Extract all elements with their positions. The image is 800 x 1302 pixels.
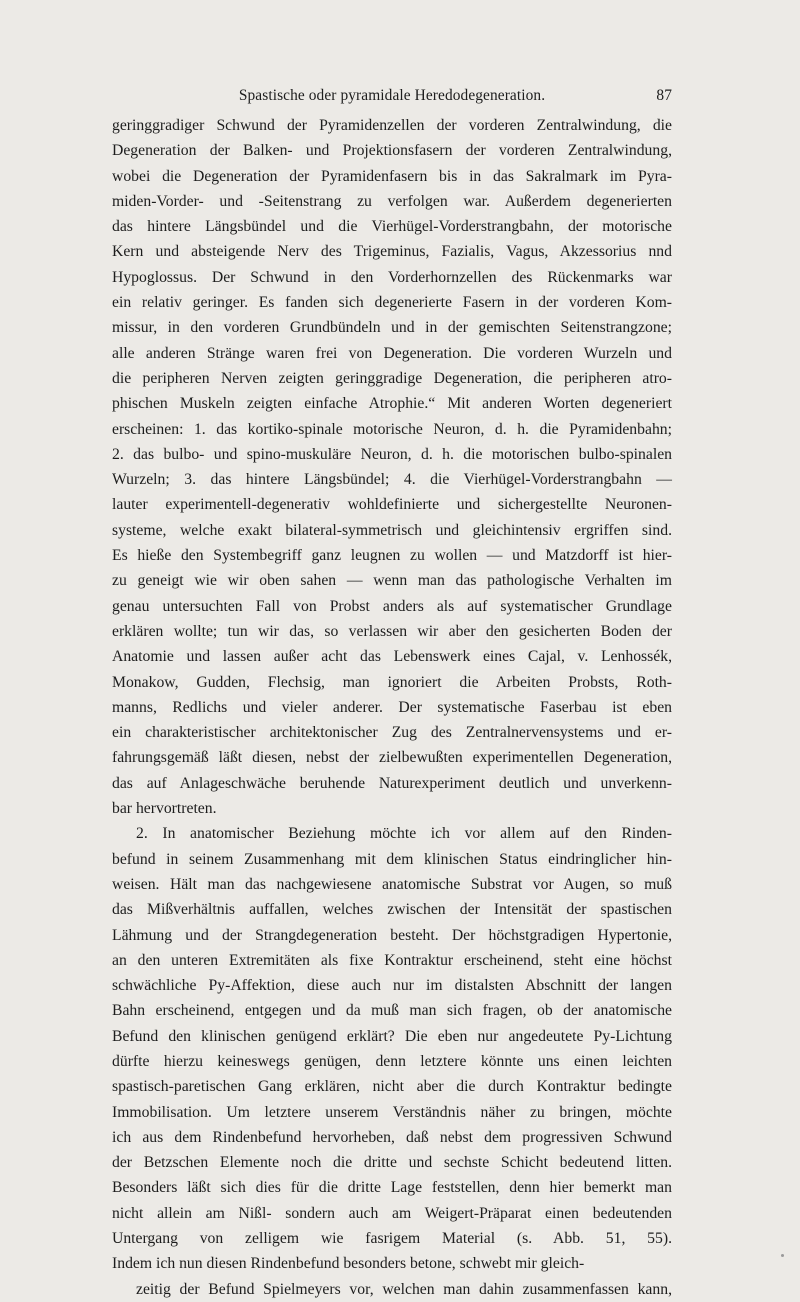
text-line: ich aus dem Rindenbefund hervorheben, daß nebst dem progressiven Schwund [112, 1128, 672, 1146]
text-line: missur, in den vorderen Grundbündeln und in der gemischten Seitenstrangzone; [112, 319, 672, 337]
text-line: Immobilisation. Um letztere unserem Verständnis näher zu bringen, möchte [112, 1103, 672, 1121]
text-line: manns, Redlichs und vieler anderer. Der systematische Faserbau ist eben [112, 698, 672, 716]
text-line: schwächliche Py-Affektion, diese auch nur im distalsten Abschnitt der langen [112, 977, 672, 995]
text-line: fahrungsgemäß läßt diesen, nebst der zielbewußten experimentellen Degeneration, [112, 749, 672, 767]
text-line: Untergang von zelligem wie fasrigem Material (s. Abb. 51, 55). [112, 1230, 672, 1248]
text-line: bar hervortreten. [112, 800, 217, 818]
text-line: genau untersuchten Fall von Probst anders als auf systematischer Grundlage [112, 597, 672, 615]
text-line: nicht allein am Nißl- sondern auch am Weigert-Präparat einen bedeutenden [112, 1204, 672, 1222]
text-line: Befund den klinischen genügend erklärt? Die eben nur angedeutete Py-Lichtung [112, 1027, 672, 1045]
text-line: ein charakteristischer architektonischer Zug des Zentralnervensystems und er- [112, 724, 672, 742]
text-line: das auf Anlageschwäche beruhende Naturexperiment deutlich und unverkenn- [112, 774, 672, 792]
text-line: Kern und absteigende Nerv des Trigeminus, Fazialis, Vagus, Akzessorius nnd [112, 243, 672, 261]
text-line: weisen. Hält man das nachgewiesene anatomische Substrat vor Augen, so muß [112, 875, 672, 893]
text-line: Degeneration der Balken- und Projektionsfasern der vorderen Zentralwindung, [112, 142, 672, 160]
text-line: lauter experimentell-degenerativ wohldefinierte und sichergestellte Neuronen- [112, 496, 672, 514]
text-line: erscheinen: 1. das kortiko-spinale motorische Neuron, d. h. die Pyramidenbahn; [112, 420, 672, 438]
body-text [112, 113, 672, 1302]
scan-speck [781, 1254, 784, 1257]
text-line: phischen Muskeln zeigten einfache Atrophie.“ Mit anderen Worten degeneriert [112, 395, 672, 413]
text-line: Indem ich nun diesen Rindenbefund besonders betone, schwebt mir gleich- [112, 1255, 585, 1273]
text-line: miden-Vorder- und -Seitenstrang zu verfolgen war. Außerdem degenerierten [112, 192, 672, 210]
text-line: Es hieße den Systembegriff ganz leugnen zu wollen — und Matzdorff ist hier- [112, 547, 672, 565]
text-line: das Mißverhältnis auffallen, welches zwischen der Intensität der spastischen [112, 901, 672, 919]
text-line: Monakow, Gudden, Flechsig, man ignoriert die Arbeiten Probsts, Roth- [112, 673, 672, 691]
text-line: Hypoglossus. Der Schwund in den Vorderhornzellen des Rückenmarks war [112, 268, 672, 286]
text-line: wobei die Degeneration der Pyramidenfasern bis in das Sakralmark im Pyra- [112, 167, 672, 185]
text-line: Besonders läßt sich dies für die dritte Lage feststellen, denn hier bemerkt man [112, 1179, 672, 1197]
text-line: der Betzschen Elemente noch die dritte und sechste Schicht bedeutend litten. [112, 1154, 672, 1172]
text-line: systeme, welche exakt bilateral-symmetrisch und gleichintensiv ergriffen sind. [112, 521, 672, 539]
text-line: Anatomie und lassen außer acht das Lebenswerk eines Cajal, v. Lenhossék, [112, 648, 672, 666]
text-line: alle anderen Stränge waren frei von Degeneration. Die vorderen Wurzeln und [112, 344, 672, 362]
text-line: befund in seinem Zusammenhang mit dem klinischen Status eindringlicher hin- [112, 850, 672, 868]
text-line: die peripheren Nerven zeigten geringgradige Degeneration, die peripheren atro- [112, 369, 672, 387]
text-line: dürfte hierzu keineswegs genügen, denn letztere könnte uns einen leichten [112, 1052, 672, 1070]
text-line: zu geneigt wie wir oben sahen — wenn man das pathologische Verhalten im [112, 572, 672, 590]
text-line: erklären wollte; tun wir das, so verlassen wir aber den gesicherten Boden der [112, 622, 672, 640]
page-number: 87 [656, 87, 672, 104]
text-line: Wurzeln; 3. das hintere Längsbündel; 4. die Vierhügel-Vorderstrangbahn — [112, 471, 672, 489]
text-line: geringgradiger Schwund der Pyramidenzellen der vorderen Zentralwindung, die [112, 117, 672, 134]
text-line: zeitig der Befund Spielmeyers vor, welchen man dahin zusammenfassen kann, [136, 1280, 672, 1298]
text-line: Bahn erscheinend, entgegen und da muß man sich fragen, ob der anatomische [112, 1002, 672, 1020]
text-line: das hintere Längsbündel und die Vierhügel-Vorderstrangbahn, der motorische [112, 218, 672, 236]
running-title: Spastische oder pyramidale Heredodegeneration. [238, 87, 546, 104]
text-line: 2. In anatomischer Beziehung möchte ich vor allem auf den Rinden- [136, 825, 672, 843]
text-line: ein relativ geringer. Es fanden sich degenerierte Fasern in der vorderen Kom- [112, 294, 672, 312]
text-line: Lähmung und der Strangdegeneration besteht. Der höchstgradigen Hypertonie, [112, 926, 672, 944]
text-line: 2. das bulbo- und spino-muskuläre Neuron, d. h. die motorischen bulbo-spinalen [112, 445, 672, 463]
text-line: spastisch-paretischen Gang erklären, nicht aber die durch Kontraktur bedingte [112, 1078, 672, 1096]
text-line: an den unteren Extremitäten als fixe Kontraktur erscheinend, steht eine höchst [112, 951, 672, 969]
